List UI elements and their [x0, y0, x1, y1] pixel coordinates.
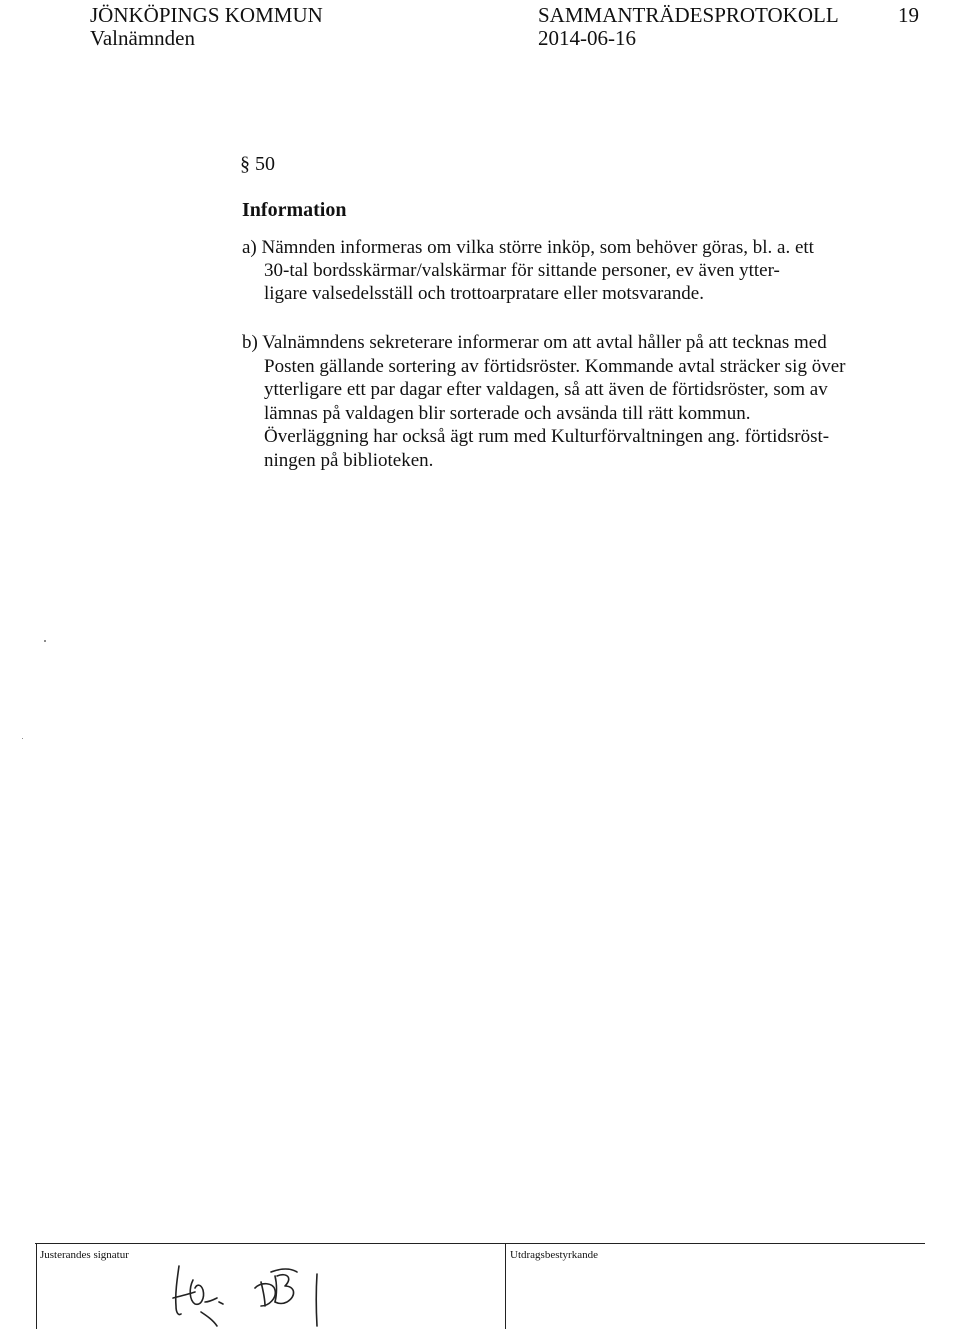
item-a-line-1: a) Nämnden informeras om vilka större inköp, som behöver göras, bl. a. ett: [242, 237, 814, 258]
extract-label: Utdragsbestyrkande: [510, 1249, 598, 1261]
item-b: [242, 331, 902, 472]
item-b-line-5: Överläggning har också ägt rum med Kulturförvaltningen ang. förtidsröst-: [264, 426, 830, 447]
scan-speck: [44, 640, 46, 642]
header-doc-type: SAMMANTRÄDESPROTOKOLL: [538, 3, 839, 27]
footer-top-rule: [35, 1243, 925, 1244]
header-committee: Valnämnden: [90, 26, 195, 50]
footer-divider: [505, 1243, 506, 1329]
item-a: [242, 236, 902, 305]
item-b-line-1: b) Valnämndens sekreterare informerar om att avtal håller på att tecknas med: [242, 332, 827, 353]
header-org: JÖNKÖPINGS KOMMUN: [90, 3, 323, 27]
item-b-line-2: Posten gällande sortering av förtidsröster. Kommande avtal sträcker sig över: [264, 355, 846, 377]
item-b-line-6: ningen på biblioteken.: [264, 449, 434, 471]
page-number: 19: [898, 3, 919, 27]
section-number: § 50: [240, 153, 275, 175]
item-a-line-2: 30-tal bordsskärmar/valskärmar för sittande personer, ev även ytter-: [264, 260, 780, 281]
header-date: 2014-06-16: [538, 26, 636, 50]
handwritten-initials: [165, 1258, 335, 1329]
scan-speck: [22, 738, 23, 739]
signature-label: Justerandes signatur: [40, 1249, 129, 1261]
footer-left-border: [36, 1243, 37, 1329]
item-a-line-3: ligare valsedelsställ och trottoarpratare eller motsvarande.: [264, 283, 704, 304]
section-title: Information: [242, 199, 347, 221]
item-b-line-3: ytterligare ett par dagar efter valdagen, så att även de förtidsröster, som av: [264, 379, 828, 400]
item-b-line-4: lämnas på valdagen blir sorterade och avsända till rätt kommun.: [264, 402, 751, 424]
